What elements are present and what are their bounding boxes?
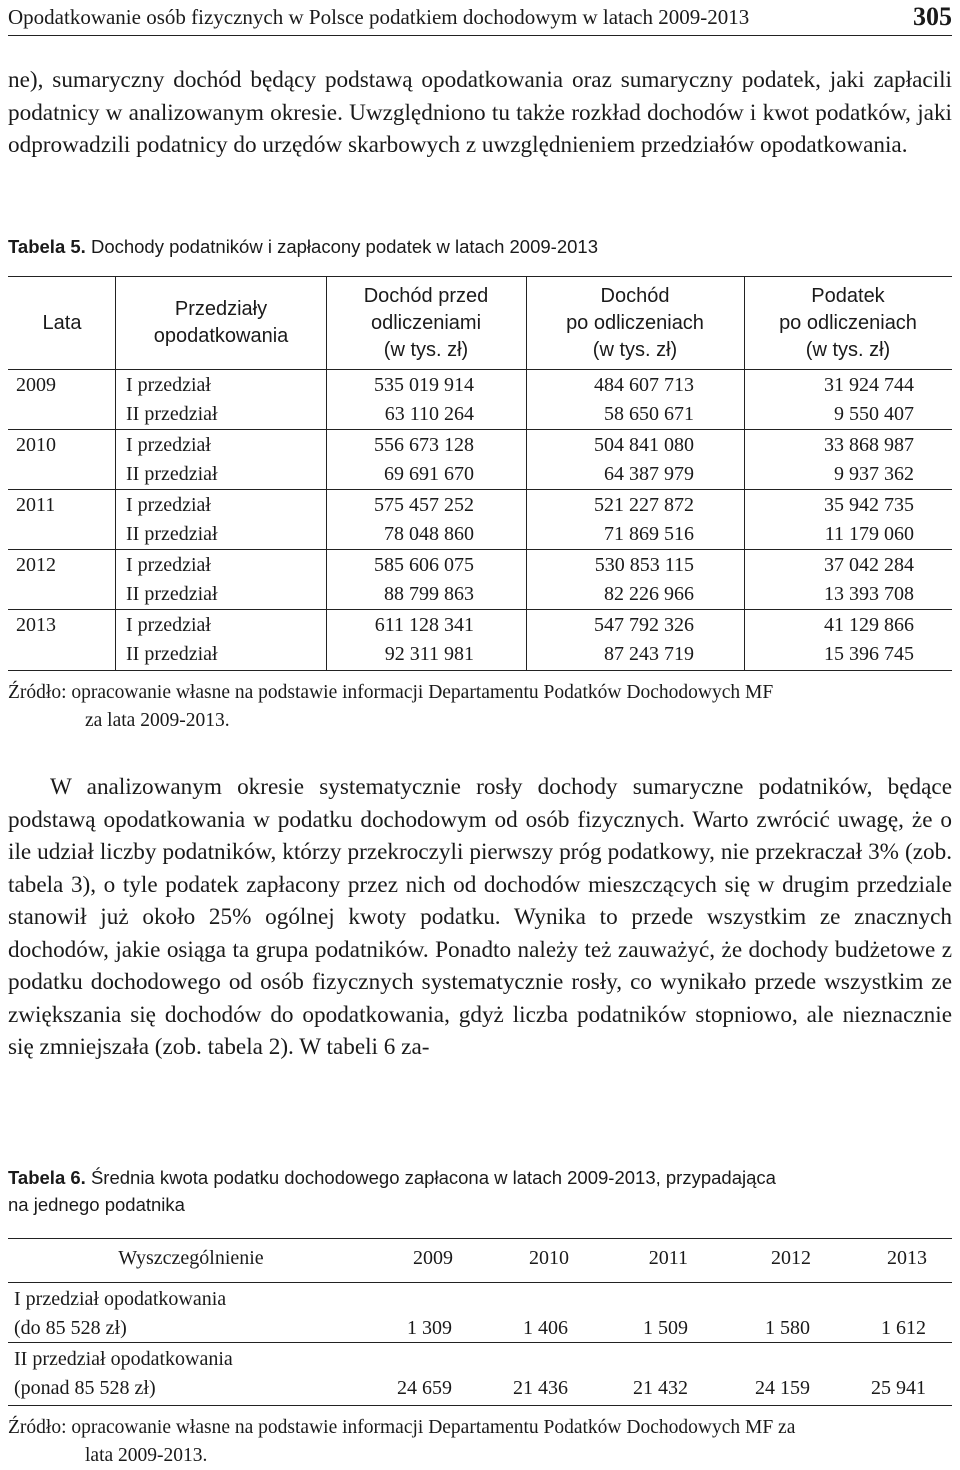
table5-cell-tax: 9 550 407 (834, 403, 914, 425)
table5-cell-tax: 37 042 284 (824, 554, 914, 576)
table5-cell-tax: 11 179 060 (824, 523, 914, 545)
page-number: 305 (913, 2, 952, 31)
table6-cell: 1 406 (523, 1317, 568, 1339)
table6-row (8, 1343, 952, 1403)
table5-cell-brackets: I przedział (126, 554, 211, 576)
running-header (8, 0, 952, 36)
table6-header-label: Wyszczególnienie (118, 1247, 264, 1269)
table6-cell: 21 432 (633, 1377, 688, 1399)
table5-year-group (8, 490, 952, 550)
table5-cell-income-after: 547 792 326 (594, 614, 694, 636)
table5-cell-income-before: 63 110 264 (384, 403, 474, 425)
table5-cell-income-after: 87 243 719 (604, 643, 694, 665)
table5-cell-tax: 15 396 745 (824, 643, 914, 665)
table5-cell-tax: 33 868 987 (824, 434, 914, 456)
table6-source: Źródło: opracowanie własne na podstawie informacji Departamentu Podatków Dochodowych MF za lata 2009-2013. (8, 1417, 796, 1466)
table5-cell-income-after: 58 650 671 (604, 403, 694, 425)
table6-header-year: 2012 (771, 1247, 811, 1269)
table5-cell-year: 2012 (16, 554, 56, 576)
table6-row (8, 1283, 952, 1343)
table6-header-year: 2011 (648, 1247, 688, 1269)
table5-cell-tax: 13 393 708 (824, 583, 914, 605)
table5 (8, 276, 952, 671)
table5-header-income-before: Dochód przed odliczeniami (w tys. zł) (363, 284, 489, 361)
table5-year-group (8, 550, 952, 610)
table5-cell-income-after: 82 226 966 (604, 583, 694, 605)
table5-cell-income-before: 585 606 075 (374, 554, 474, 576)
intro-paragraph: ne), sumaryczny dochód będący podstawą opodatkowania oraz sumaryczny podatek, jaki zapłacili podatnicy w analizowanym okresie. Uwzględniono tu także rozkład dochodów i kwot podatków, jaki odprowadzili podatnicy do urzędów skarbowych z uwzględnieniem przedziałów opodatkowania. (8, 67, 952, 158)
table6-row-label: I przedział opodatkowania (14, 1288, 227, 1310)
table5-source: Źródło: opracowanie własne na podstawie informacji Departamentu Podatków Dochodowych MF za lata 2009-2013. (8, 682, 774, 731)
table5-cell-year: 2009 (16, 374, 56, 396)
table6-cell: 1 612 (881, 1317, 926, 1339)
table6-cell: 1 580 (765, 1317, 810, 1339)
table5-header-tax: Podatek po odliczeniach (w tys. zł) (779, 284, 917, 361)
table6-header-year: 2009 (413, 1247, 453, 1269)
table5-cell-income-after: 504 841 080 (594, 434, 694, 456)
table6-label: Tabela 6. (8, 1167, 86, 1188)
table5-cell-year: 2013 (16, 614, 56, 636)
table6-cell: 24 159 (755, 1377, 810, 1399)
table5-cell-brackets: I przedział (126, 494, 211, 516)
table5-header (8, 277, 952, 370)
table5-header-year: Lata (42, 311, 82, 334)
table5-cell-year: 2011 (16, 494, 56, 516)
table5-cell-income-before: 88 799 863 (384, 583, 474, 605)
table5-cell-income-after: 484 607 713 (594, 374, 694, 396)
table5-cell-tax: 41 129 866 (824, 614, 914, 636)
table6-cell: 24 659 (397, 1377, 452, 1399)
table5-cell-income-after: 71 869 516 (604, 523, 694, 545)
table6-row-sublabel: (do 85 528 zł) (14, 1317, 127, 1339)
table6-header (8, 1239, 952, 1283)
table5-header-income-after: Dochód po odliczeniach (w tys. zł) (566, 284, 704, 361)
running-header-title: Opodatkowanie osób fizycznych w Polsce podatkiem dochodowym w latach 2009-2013 (8, 5, 750, 29)
table5-cell-income-before: 92 311 981 (384, 643, 474, 665)
table5-year-group (8, 610, 952, 670)
table5-cell-brackets: II przedział (126, 583, 218, 605)
table5-cell-income-after: 64 387 979 (604, 463, 694, 485)
table5-cell-tax: 31 924 744 (824, 374, 914, 396)
table5-cell-income-before: 78 048 860 (384, 523, 474, 545)
table5-cell-income-before: 535 019 914 (374, 374, 474, 396)
table5-cell-brackets: II przedział (126, 463, 218, 485)
table6-cell: 1 309 (407, 1317, 452, 1339)
table6-cell: 21 436 (513, 1377, 568, 1399)
table6-header-year: 2010 (529, 1247, 569, 1269)
table5-cell-income-before: 575 457 252 (374, 494, 474, 516)
table5-cell-income-before: 556 673 128 (374, 434, 474, 456)
table5-cell-brackets: I przedział (126, 434, 211, 456)
table5-body (8, 370, 952, 670)
table5-cell-brackets: I przedział (126, 614, 211, 636)
table6-row-sublabel: (ponad 85 528 zł) (14, 1377, 156, 1399)
table6-row-label: II przedział opodatkowania (14, 1348, 233, 1370)
table5-label: Tabela 5. (8, 236, 86, 257)
table6 (8, 1238, 952, 1406)
table5-cell-brackets: I przedział (126, 374, 211, 396)
body-paragraph: W analizowanym okresie systematycznie rosły dochody sumaryczne podatników, będące podstawą opodatkowania w podatku dochodowym od osób fizycznych. Warto zwrócić uwagę, że o ile udział liczby podatników, którzy przekroczyli pierwszy próg podatkowy, nie przekraczał 3% (zob. tabela 3), o tyle podatek zapłacony przez nich od dochodów mieszczących się w drugim przedziale stanowił już około 25% ogólnej kwoty podatku. Wynika to przede wszystkim ze znacznych dochodów, jakie osiąga ta grupa podatników. Ponadto należy też zauważyć, że dochody budżetowe z podatku dochodowego od osób fizycznych systematycznie rosły, co wynikało przede wszystkim ze zwiększania się dochodów do opodatkowania, gdyż liczba podatników stopniowo, ale nieznacznie się zmniejszała (zob. tabela 2). W tabeli 6 za- (8, 774, 952, 1060)
table5-header-bracket: Przedziały opodatkowania (153, 298, 289, 347)
table5-cell-brackets: II przedział (126, 403, 218, 425)
table5-caption-text: Dochody podatników i zapłacony podatek w latach 2009-2013 (85, 236, 598, 257)
table5-cell-income-after: 530 853 115 (594, 554, 694, 576)
table5-year-group (8, 430, 952, 490)
table5-caption (8, 233, 952, 260)
table5-cell-year: 2010 (16, 434, 56, 456)
table6-header-year: 2013 (887, 1247, 927, 1269)
table5-cell-brackets: II przedział (126, 643, 218, 665)
table5-cell-income-before: 69 691 670 (384, 463, 474, 485)
table5-cell-tax: 9 937 362 (834, 463, 914, 485)
table5-cell-tax: 35 942 735 (824, 494, 914, 516)
table6-caption: Tabela 6. Średnia kwota podatku dochodowego zapłacona w latach 2009-2013, przypadająca na jednego podatnika (8, 1167, 776, 1215)
table5-cell-brackets: II przedział (126, 523, 218, 545)
table5-cell-income-before: 611 128 341 (374, 614, 474, 636)
table6-cell: 25 941 (871, 1377, 926, 1399)
table5-year-group (8, 370, 952, 430)
table6-cell: 1 509 (643, 1317, 688, 1339)
table5-cell-income-after: 521 227 872 (594, 494, 694, 516)
